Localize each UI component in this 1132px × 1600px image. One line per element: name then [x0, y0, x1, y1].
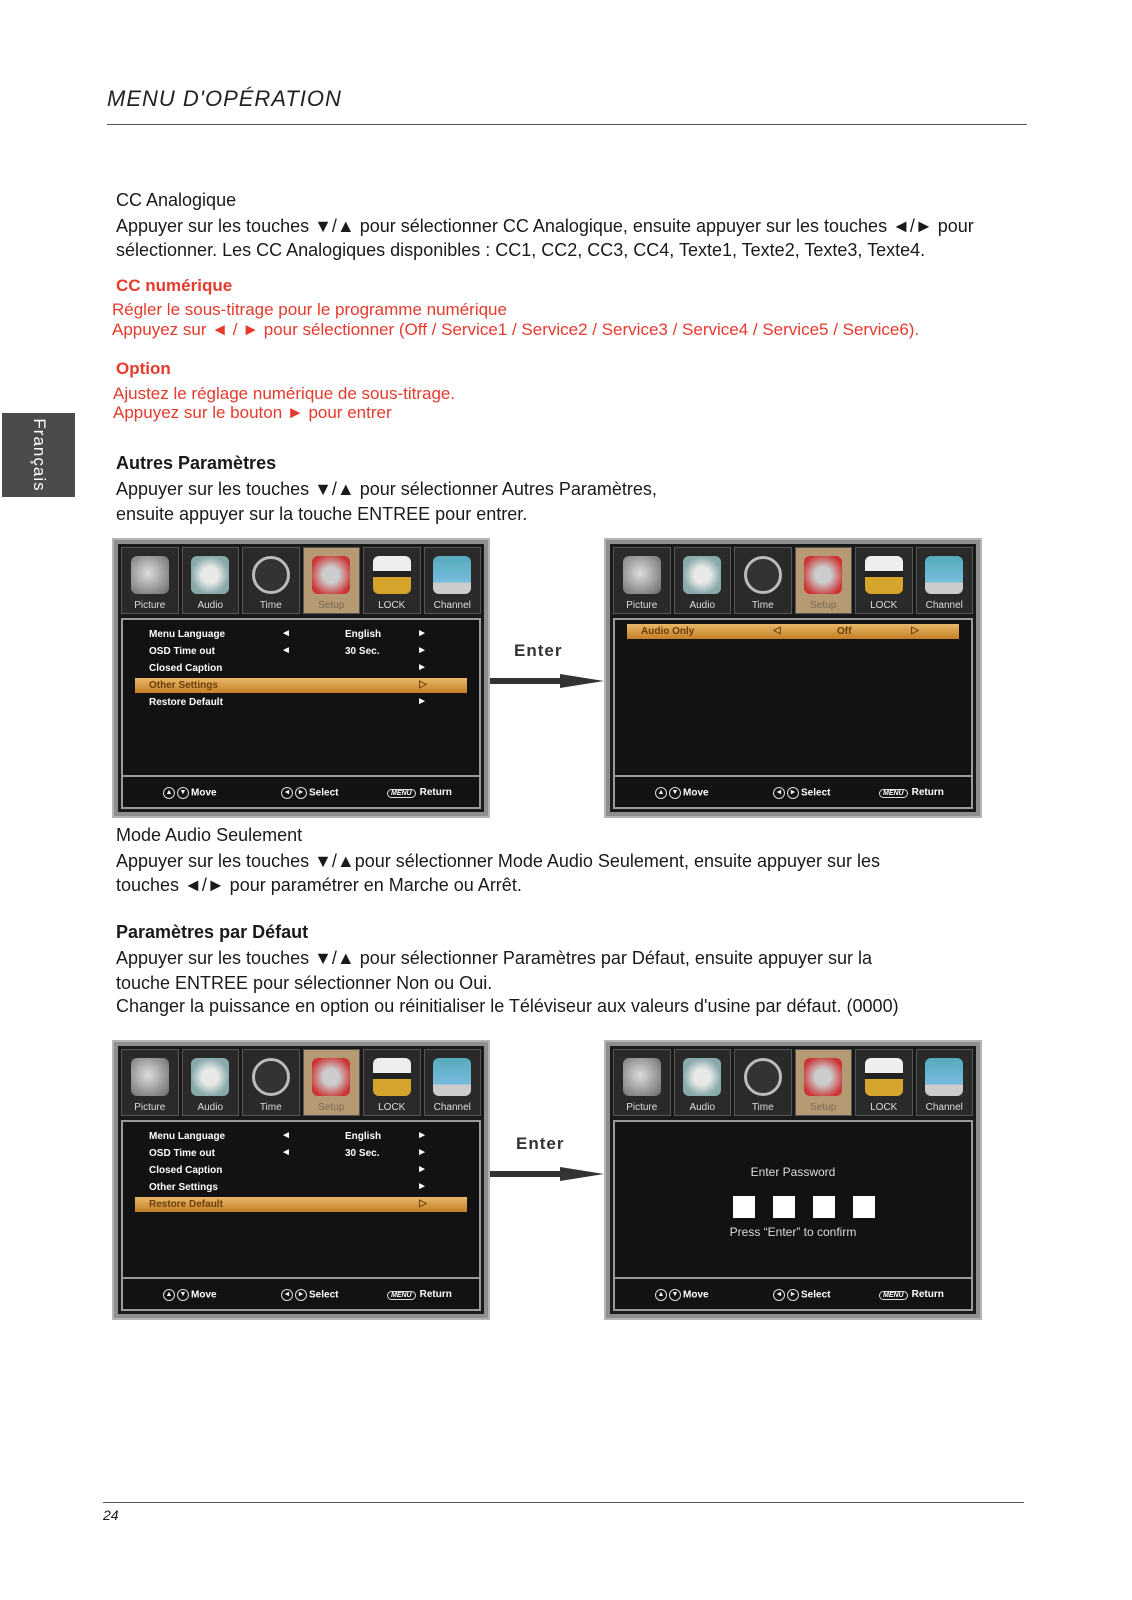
osd-setup-restore-default	[112, 1040, 490, 1320]
menu-language-row: Menu Language ◄ English ►	[149, 1130, 427, 1142]
setup-icon: Setup	[303, 1049, 361, 1116]
osd-icon-bar	[121, 547, 481, 614]
osd-timeout-row: OSD Time out ◄ 30 Sec. ►	[149, 1147, 427, 1159]
audio-mode-title: Mode Audio Seulement	[116, 825, 303, 845]
defaut-line2: touche ENTREE pour sélectionner Non ou Oui.	[116, 973, 493, 993]
autres-line2: ensuite appuyer sur la touche ENTREE pour entrer.	[116, 504, 528, 524]
time-icon: Time	[734, 1049, 792, 1116]
cc-numeric-title: CC numérique	[116, 276, 233, 295]
channel-icon: Channel	[424, 547, 482, 614]
password-digit-2[interactable]	[773, 1196, 795, 1218]
channel-icon: Channel	[916, 1049, 974, 1116]
autres-line1: Appuyer sur les touches ▼/▲ pour sélectionner Autres Paramètres,	[116, 479, 657, 499]
osd-key-bar: ▲ ▼ Move ◄ ► Select MENU Return	[121, 775, 481, 809]
picture-icon: Picture	[613, 1049, 671, 1116]
password-dialog	[613, 1120, 973, 1283]
setup-icon: Setup	[303, 547, 361, 614]
osd-setup-other-settings	[112, 538, 490, 818]
password-digit-1[interactable]	[733, 1196, 755, 1218]
lock-icon: LOCK	[363, 547, 421, 614]
page-header: MENU D'OPÉRATION	[107, 86, 342, 111]
footer-rule	[103, 1502, 1024, 1503]
lock-icon: LOCK	[855, 547, 913, 614]
page-number: 24	[103, 1507, 119, 1523]
setup-icon: Setup	[795, 1049, 853, 1116]
osd-audio-only	[604, 538, 982, 818]
audio-only-list	[613, 618, 973, 781]
osd-key-bar: ▲ ▼ Move ◄ ► Select MENU Return	[613, 775, 973, 809]
enter-arrow-1	[490, 674, 604, 688]
lock-icon: LOCK	[855, 1049, 913, 1116]
cc-analog-title: CC Analogique	[116, 190, 237, 210]
password-title: Enter Password	[750, 1165, 836, 1179]
closed-caption-row: Closed Caption ►	[149, 662, 427, 674]
autres-title: Autres Paramètres	[116, 453, 277, 473]
other-settings-row: Other Settings ►	[149, 1181, 427, 1193]
osd-timeout-row: OSD Time out ◄ 30 Sec. ►	[149, 645, 427, 657]
other-settings-row: Other Settings ▷	[135, 678, 467, 693]
picture-icon: Picture	[121, 547, 179, 614]
osd-enter-password	[604, 1040, 982, 1320]
setup-menu-list	[121, 1120, 481, 1283]
header-rule	[107, 124, 1027, 125]
restore-default-row: Restore Default ►	[149, 696, 427, 708]
picture-icon: Picture	[613, 547, 671, 614]
time-icon: Time	[242, 1049, 300, 1116]
defaut-line3: Changer la puissance en option ou réinitialiser le Téléviseur aux valeurs d'usine par défaut. (0000)	[116, 996, 899, 1016]
osd-icon-bar	[613, 547, 973, 614]
option-line2: Appuyez sur le bouton ► pour entrer	[113, 403, 392, 422]
cc-numeric-line1: Régler le sous-titrage pour le programme numérique	[112, 300, 507, 319]
picture-icon: Picture	[121, 1049, 179, 1116]
enter-label-1: Enter	[514, 641, 563, 660]
enter-arrow-2	[490, 1167, 604, 1181]
menu-language-row: Menu Language ◄ English ►	[149, 628, 427, 640]
option-title: Option	[116, 359, 171, 378]
cc-numeric-line2: Appuyez sur ◄ / ► pour sélectionner (Off / Service1 / Service2 / Service3 / Service4 / Service5 / Service6).	[112, 320, 920, 339]
password-digit-3[interactable]	[813, 1196, 835, 1218]
closed-caption-row: Closed Caption ►	[149, 1164, 427, 1176]
audio-only-row: Audio Only ◁ Off ▷	[627, 624, 959, 639]
audio-icon: Audio	[182, 1049, 240, 1116]
language-tab: Français	[2, 413, 75, 497]
option-line1: Ajustez le réglage numérique de sous-titrage.	[113, 384, 456, 403]
channel-icon: Channel	[916, 547, 974, 614]
cc-analog-line2: sélectionner. Les CC Analogiques disponibles : CC1, CC2, CC3, CC4, Texte1, Texte2, Texte3, Texte4.	[116, 240, 926, 260]
defaut-title: Paramètres par Défaut	[116, 922, 309, 942]
cc-analog-line1: Appuyer sur les touches ▼/▲ pour sélectionner CC Analogique, ensuite appuyer sur les touches ◄/► pour	[116, 216, 974, 236]
time-icon: Time	[734, 547, 792, 614]
audio-icon: Audio	[182, 547, 240, 614]
password-confirm-hint: Press “Enter” to confirm	[729, 1225, 857, 1239]
defaut-line1: Appuyer sur les touches ▼/▲ pour sélectionner Paramètres par Défaut, ensuite appuyer sur la	[116, 948, 873, 968]
audio-icon: Audio	[674, 547, 732, 614]
restore-default-row: Restore Default ▷	[135, 1197, 467, 1212]
enter-label-2: Enter	[516, 1134, 565, 1153]
osd-key-bar: ▲ ▼ Move ◄ ► Select MENU Return	[613, 1277, 973, 1311]
audio-mode-line1: Appuyer sur les touches ▼/▲pour sélectionner Mode Audio Seulement, ensuite appuyer sur les	[116, 851, 881, 871]
audio-mode-line2: touches ◄/► pour paramétrer en Marche ou Arrêt.	[116, 875, 522, 895]
setup-icon: Setup	[795, 547, 853, 614]
channel-icon: Channel	[424, 1049, 482, 1116]
lock-icon: LOCK	[363, 1049, 421, 1116]
time-icon: Time	[242, 547, 300, 614]
setup-menu-list	[121, 618, 481, 781]
osd-icon-bar	[613, 1049, 973, 1116]
osd-key-bar: ▲ ▼ Move ◄ ► Select MENU Return	[121, 1277, 481, 1311]
audio-icon: Audio	[674, 1049, 732, 1116]
password-digit-4[interactable]	[853, 1196, 875, 1218]
osd-icon-bar	[121, 1049, 481, 1116]
